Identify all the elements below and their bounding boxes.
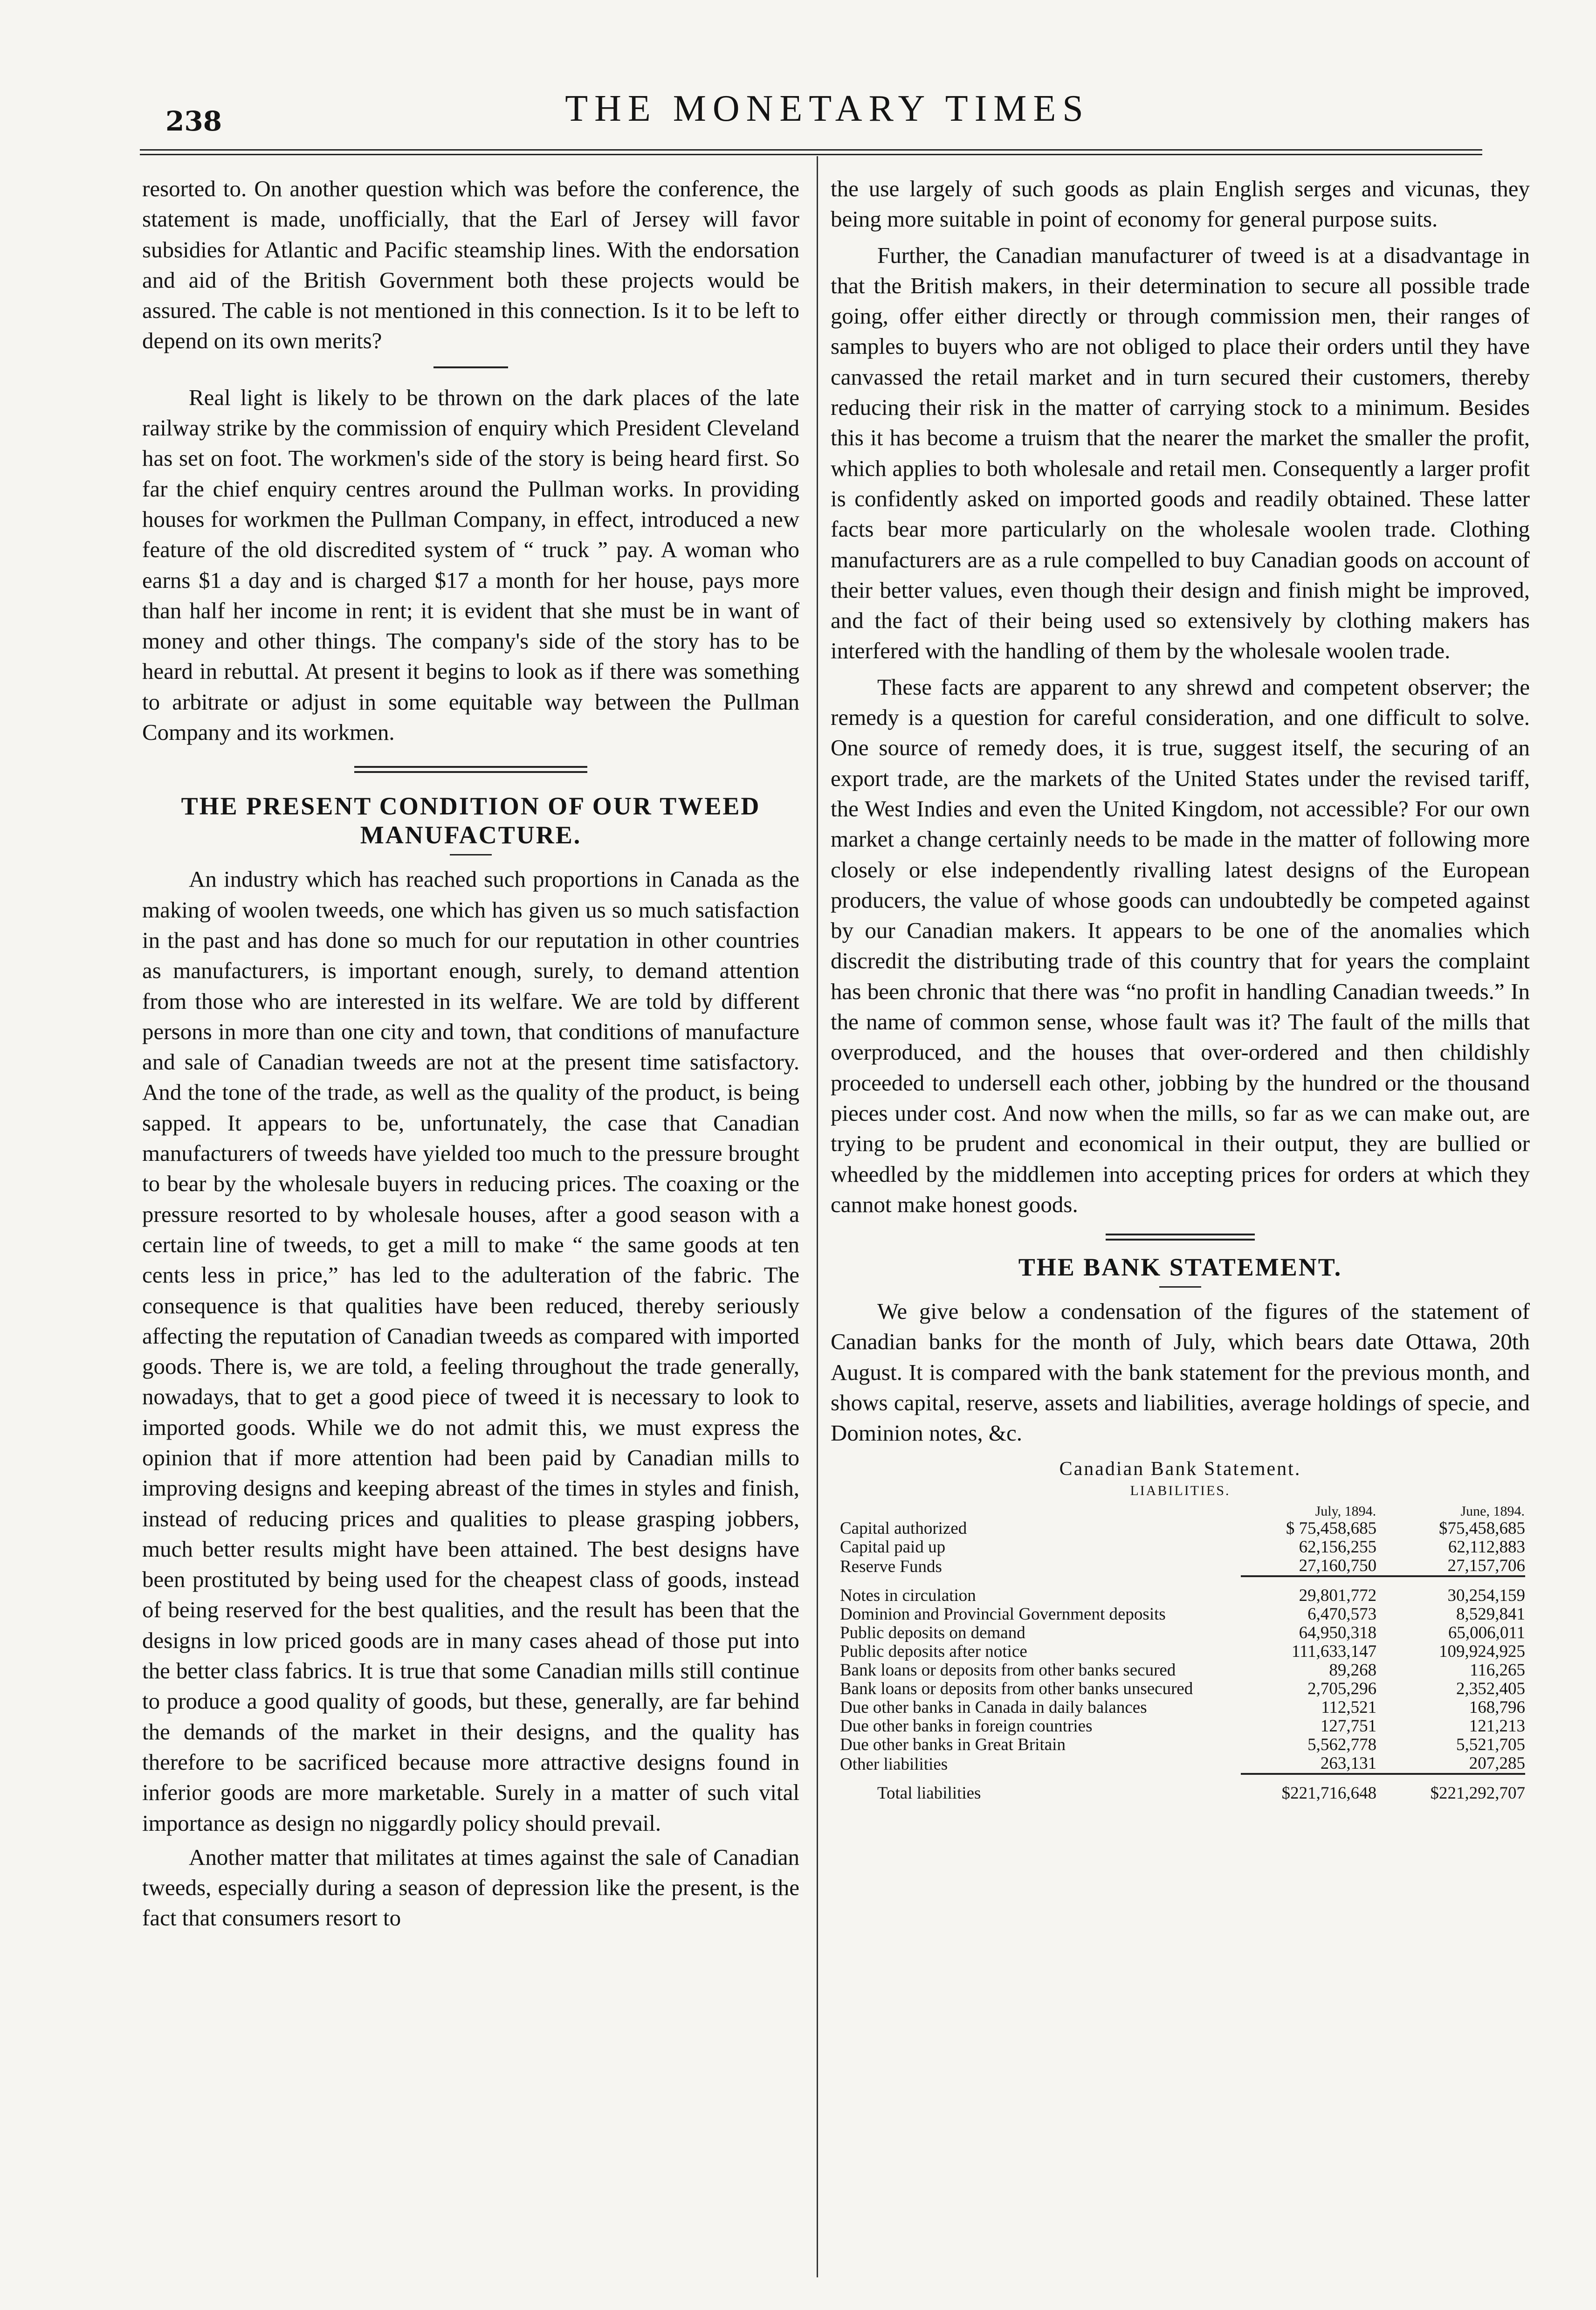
headline-tweed: THE PRESENT CONDITION OF OUR TWEED MANUFACTURE. [181, 792, 761, 849]
july-value: 112,521 [1321, 1697, 1377, 1717]
july-value: 6,470,573 [1307, 1604, 1377, 1624]
masthead: THE MONETARY TIMES [565, 88, 1090, 129]
june-value: 109,924,925 [1439, 1641, 1525, 1661]
headline-dash [1159, 1286, 1201, 1288]
paragraph-tweed-sale: Another matter that militates at times against the sale of Canadian tweeds, especially during a season of depression like the present, is the fact that consumers resort to [142, 1844, 799, 1931]
july-value: $221,716,648 [1281, 1783, 1377, 1803]
row-label: Capital authorized [840, 1518, 967, 1538]
table-row [840, 1642, 1525, 1661]
row-label: Capital paid up [840, 1537, 946, 1557]
table-row [840, 1680, 1525, 1698]
june-value: 116,265 [1470, 1660, 1525, 1680]
july-value: 127,751 [1320, 1716, 1377, 1736]
header-rule-second [140, 154, 1482, 155]
table-row [840, 1538, 1525, 1557]
paragraph-railway-strike: Real light is likely to be thrown on the dark places of the late railway strike by the commission of enquiry which President Cleveland has set on foot. The workmen's side of the story is being heard first. So far the chief enquiry centres around the Pullman works. In providing houses for workmen the Pullman Company, in effect, introduced a new feature of the old discredited system of “ truck ” pay. A woman who earns $1 a day and is charged $17 a month for her house, pays more than half her income in rent; it is evident that she must be in want of money and other things. The company's side of the story has to be heard in rebuttal. At present it begins to look as if there was something to arbitrate or adjust in some equitable way between the Pullman Company and its workmen. [142, 384, 799, 745]
row-label: Public deposits on demand [840, 1623, 1025, 1642]
july-value: $ 75,458,685 [1286, 1518, 1377, 1538]
june-value: 5,521,705 [1456, 1735, 1525, 1754]
june-value: 62,112,883 [1448, 1537, 1525, 1557]
table-header-row [840, 1503, 1525, 1519]
july-value: 64,950,318 [1299, 1623, 1377, 1642]
column-divider [817, 156, 818, 2277]
table-row [840, 1586, 1525, 1605]
table-row [840, 1605, 1525, 1624]
paragraph-british-makers: Further, the Canadian manufacturer of tweed is at a disadvantage in that the British makers, in their determination to secure all possible trade going, offer either directly or through commission men, their ranges of samples to buyers who are not obliged to place their orders until they have canvassed the retail market and in turn secured their customers, thereby reducing their risk in the matter of carrying stock to a minimum. Besides this it has become a truism that the nearer the market the smaller the profit, which applies to both wholesale and retail men. Consequently a larger profit is confidently asked on imported goods and readily obtained. These latter facts bear more particularly on the wholesale woolen trade. Clothing manufacturers are as a rule compelled to buy Canadian goods on account of their better values, even though their design and finish might be improved, and the fact of their being used so extensively by clothing makers has interfered with the handling of them by the wholesale woolen trade. [831, 242, 1530, 664]
column-header-june: June, 1894. [1460, 1503, 1525, 1519]
table-separator [840, 1576, 1525, 1586]
paragraph-tweed-industry: An industry which has reached such proportions in Canada as the making of woolen tweeds, one which has given us so much satisfaction in the past and has done so much for our reputation in other countries as manufacturers, is important enough, surely, to demand attention from those who are interested in its welfare. We are told by different persons in more than one city and town, that conditions of manufacture and sale of Canadian tweeds are not at the present time satisfactory. And the tone of the trade, as well as the quality of the product, is being sapped. It appears to be, unfortunately, the case that Canadian manufacturers of tweeds have yielded too much to the pressure brought to bear by the wholesale buyers in reducing prices. The coaxing or the pressure resorted to by wholesale houses, after a good season with a certain line of tweeds, to get a mill to make “ the same goods at ten cents less in price,” has led to the adulteration of the fabric. The consequence is that qualities have been reduced, thereby seriously affecting the reputation of Canadian tweeds as compared with imported goods. There is, we are told, a feeling throughout the trade generally, nowadays, that to get a good piece of tweed it is necessary to look to imported goods. While we do not admit this, we must express the opinion that if more attention had been paid by Canadian mills to improving designs and keeping abreast of the times in styles and finish, instead of reducing prices and qualities to please grasping jobbers, much better results might have been attained. The best designs have been prostituted by being used for the cheapest class of goods, instead of being reserved for the best qualities, and the result has been that the designs in low priced goods are in many cases ahead of those put into the better class fabrics. It is true that some Canadian mills still continue to produce a good quality of goods, but these, generally, are far behind the demands of the market in their designs, and the quality has therefore to be sacrificed because more attractive designs found in inferior goods are more marketable. Surely in a matter of such vital importance as design no niggardly policy should prevail. [142, 866, 799, 1836]
double-rule [354, 766, 587, 773]
row-label: Total liabilities [877, 1783, 981, 1803]
paragraph-serges: the use largely of such goods as plain English serges and vicunas, they being more suitable in point of economy for general purpose suits. [831, 176, 1530, 232]
july-value: 5,562,778 [1307, 1735, 1377, 1754]
june-value: 8,529,841 [1456, 1604, 1525, 1624]
table-row-total [840, 1784, 1525, 1803]
june-value: $221,292,707 [1430, 1783, 1525, 1803]
paragraph-bank-intro: We give below a condensation of the figures of the statement of Canadian banks for the month of July, which bears date Ottawa, 20th August. It is compared with the bank statement for the previous month, and shows capital, reserve, assets and liabilities, average holdings of specie, and Dominion notes, &c. [831, 1298, 1530, 1446]
june-value: 65,006,011 [1448, 1623, 1525, 1642]
row-label: Public deposits after notice [840, 1641, 1027, 1661]
table-row [840, 1717, 1525, 1736]
row-label: Bank loans or deposits from other banks secured [840, 1660, 1176, 1680]
row-label: Reserve Funds [840, 1557, 942, 1576]
bank-table-title: Canadian Bank Statement. [1059, 1458, 1301, 1480]
row-label: Other liabilities [840, 1754, 948, 1774]
row-label: Due other banks in Great Britain [840, 1735, 1066, 1754]
row-label: Dominion and Provincial Government deposits [840, 1604, 1166, 1624]
table-separator [840, 1774, 1525, 1784]
table-row [840, 1661, 1525, 1680]
bank-statement-table [840, 1503, 1525, 1803]
june-value: 168,796 [1469, 1697, 1525, 1717]
july-value: 27,160,750 [1299, 1556, 1377, 1575]
june-value: 121,213 [1469, 1716, 1525, 1736]
july-value: 2,705,296 [1307, 1679, 1377, 1698]
table-row [840, 1557, 1525, 1576]
june-value: 30,254,159 [1447, 1586, 1525, 1605]
headline-bank-statement: THE BANK STATEMENT. [1018, 1253, 1342, 1282]
row-label: Due other banks in Canada in daily balances [840, 1697, 1147, 1717]
paragraph-remedy: These facts are apparent to any shrewd and competent observer; the remedy is a question for careful consideration, and one difficult to solve. One source of remedy does, it is true, suggest itself, the securing of an export trade, are the markets of the United States under the revised tariff, the West Indies and even the United Kingdom, not accessible? For our own market a change certainly needs to be made in the matter of following more closely or else independently rivalling latest designs of the European producers, the value of whose goods can undoubtedly be competed against by our Canadian makers. It appears to be one of the anomalies which discredit the distributing trade of this country that for years the complaint has been chronic that there was “no profit in handling Canadian tweeds.” In the name of common sense, whose fault was it? The fault of the mills that overproduced, and the houses that over-ordered and then childishly proceeded to undersell each other, jobbing by the hundred or the thousand pieces under cost. And now when the mills, so far as we can make out, are trying to be prudent and economical in their output, they are bullied or wheedled by the middlemen into accepting prices for orders at which they cannot make honest goods. [831, 674, 1530, 1217]
bank-table-subtitle: LIABILITIES. [1130, 1483, 1231, 1498]
june-value: $75,458,685 [1439, 1518, 1525, 1538]
column-header-july: July, 1894. [1315, 1503, 1376, 1519]
july-value: 29,801,772 [1299, 1586, 1377, 1605]
june-value: 27,157,706 [1447, 1556, 1525, 1575]
july-value: 89,268 [1329, 1660, 1377, 1680]
table-row [840, 1736, 1525, 1754]
june-value: 2,352,405 [1456, 1679, 1525, 1698]
july-value: 111,633,147 [1291, 1641, 1377, 1661]
row-label: Bank loans or deposits from other banks unsecured [840, 1679, 1193, 1698]
headline-dash [450, 854, 492, 855]
right-column [831, 173, 1530, 1803]
page-number: 238 [165, 105, 222, 137]
paragraph-continuation: resorted to. On another question which was before the conference, the statement is made, unofficially, that the Earl of Jersey will favor subsidies for Atlantic and Pacific steamship lines. With the endorsation and aid of the British Government both these projects would be assured. The cable is not mentioned in this connection. Is it to be left to depend on its own merits? [142, 176, 799, 354]
row-label: Notes in circulation [840, 1586, 976, 1605]
left-column [142, 173, 799, 1933]
row-label: Due other banks in foreign countries [840, 1716, 1093, 1736]
header-rule [140, 149, 1482, 151]
july-value: 62,156,255 [1299, 1537, 1377, 1557]
table-row [840, 1624, 1525, 1642]
section-separator [433, 366, 508, 368]
table-row [840, 1754, 1525, 1774]
double-rule [1106, 1234, 1255, 1241]
june-value: 207,285 [1469, 1753, 1525, 1773]
july-value: 263,131 [1320, 1753, 1377, 1773]
table-row [840, 1519, 1525, 1538]
table-row [840, 1698, 1525, 1717]
